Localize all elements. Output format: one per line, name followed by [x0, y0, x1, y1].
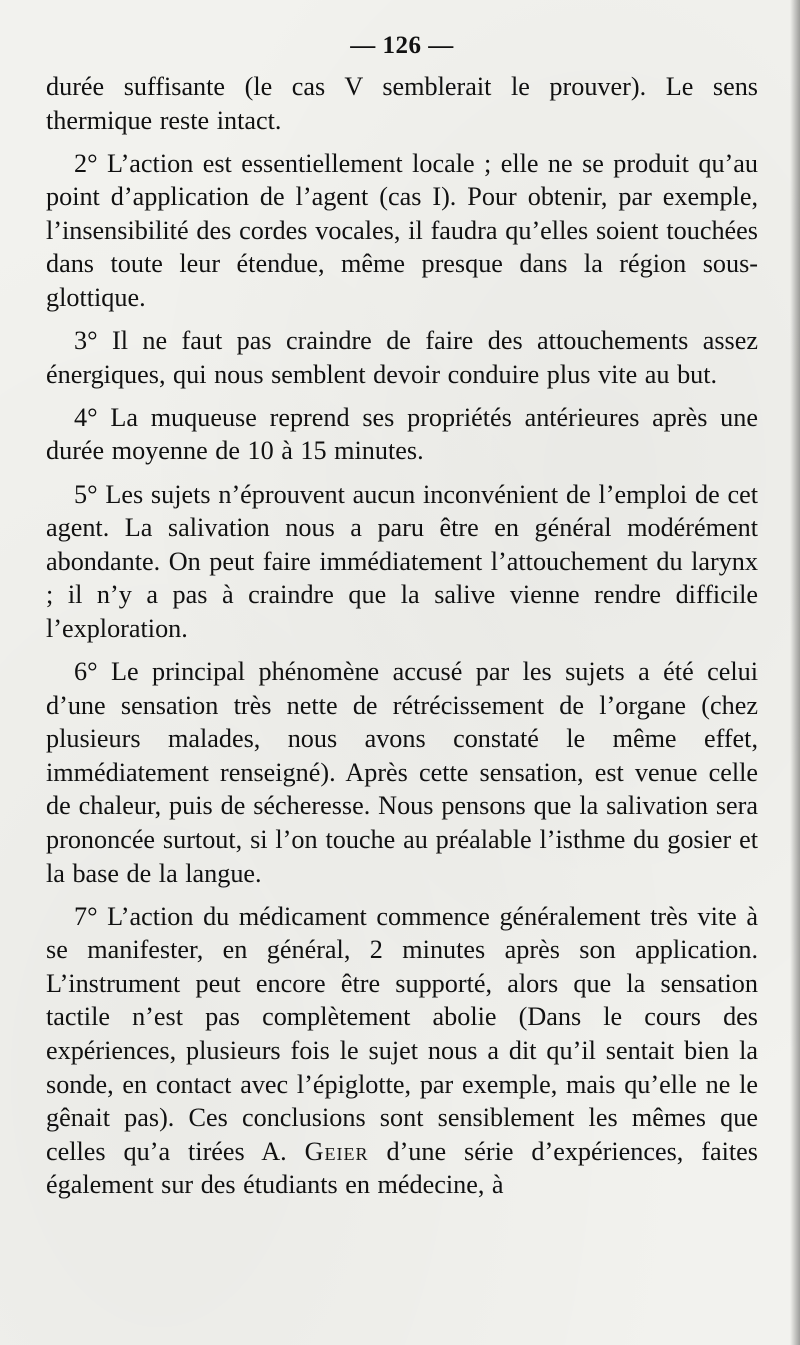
paragraph-point-7-text-end: d’une série d’expériences, faites également sur des étudiants en médecine, à: [46, 1136, 758, 1200]
page-number: — 126 —: [350, 32, 454, 59]
paragraph-point-3: 3° Il ne faut pas craindre de faire des attouchements assez énergiques, qui nous semblent devoir conduire plus vite au but.: [46, 326, 758, 389]
paragraph-point-7: [46, 900, 758, 1202]
author-name: Geier: [304, 1136, 369, 1166]
paragraph-point-5: 5° Les sujets n’éprouvent aucun inconvénient de l’emploi de cet agent. La salivation nous a paru être en général modérément abondante. On peut faire immédiatement l’attouchement du larynx ; il n’y a pas à craindre que la salive vienne rendre difficile l’exploration.: [46, 479, 758, 643]
paragraph-point-6: 6° Le principal phénomène accusé par les sujets a été celui d’une sensation très nette de rétrécissement de l’organe (chez plusieurs malades, nous avons constaté le même effet, immédiatement renseigné). Après cette sensation, est venue celle de chaleur, puis de sécheresse. Nous pensons que la salivation sera prononcée surtout, si l’on touche au préalable l’isthme du gosier et la base de la langue.: [46, 657, 758, 888]
paragraph-point-4: 4° La muqueuse reprend ses propriétés antérieures après une durée moyenne de 10 à 15 minutes.: [46, 402, 758, 466]
paragraph-point-7-text-start: 7° L’action du médicament commence généralement très vite à se manifester, en général, 2 minutes après son application. L’instrument peut encore être supporté, alors que la sensation tactile n’est pas complètement abolie (Dans le cours des expériences, plusieurs fois le sujet nous a dit qu’il sentait bien la sonde, en contact avec l’épiglotte, par exemple, mais qu’elle ne le gênait pas). Ces conclusions sont sensiblement les mêmes que celles qu’a tirées A.: [46, 901, 758, 1166]
body-text: [46, 70, 758, 1202]
paragraph-continuation: durée suffisante (le cas V semblerait le prouver). Le sens thermique reste intact.: [46, 72, 758, 135]
page-edge-shadow: [790, 0, 800, 1345]
paragraph-point-2: 2° L’action est essentiellement locale ; elle ne se produit qu’au point d’application de l’agent (cas I). Pour obtenir, par exemple, l’insensibilité des cordes vocales, il faudra qu’elles soient touchées dans toute leur étendue, même presque dans la région sous-glottique.: [46, 148, 758, 313]
